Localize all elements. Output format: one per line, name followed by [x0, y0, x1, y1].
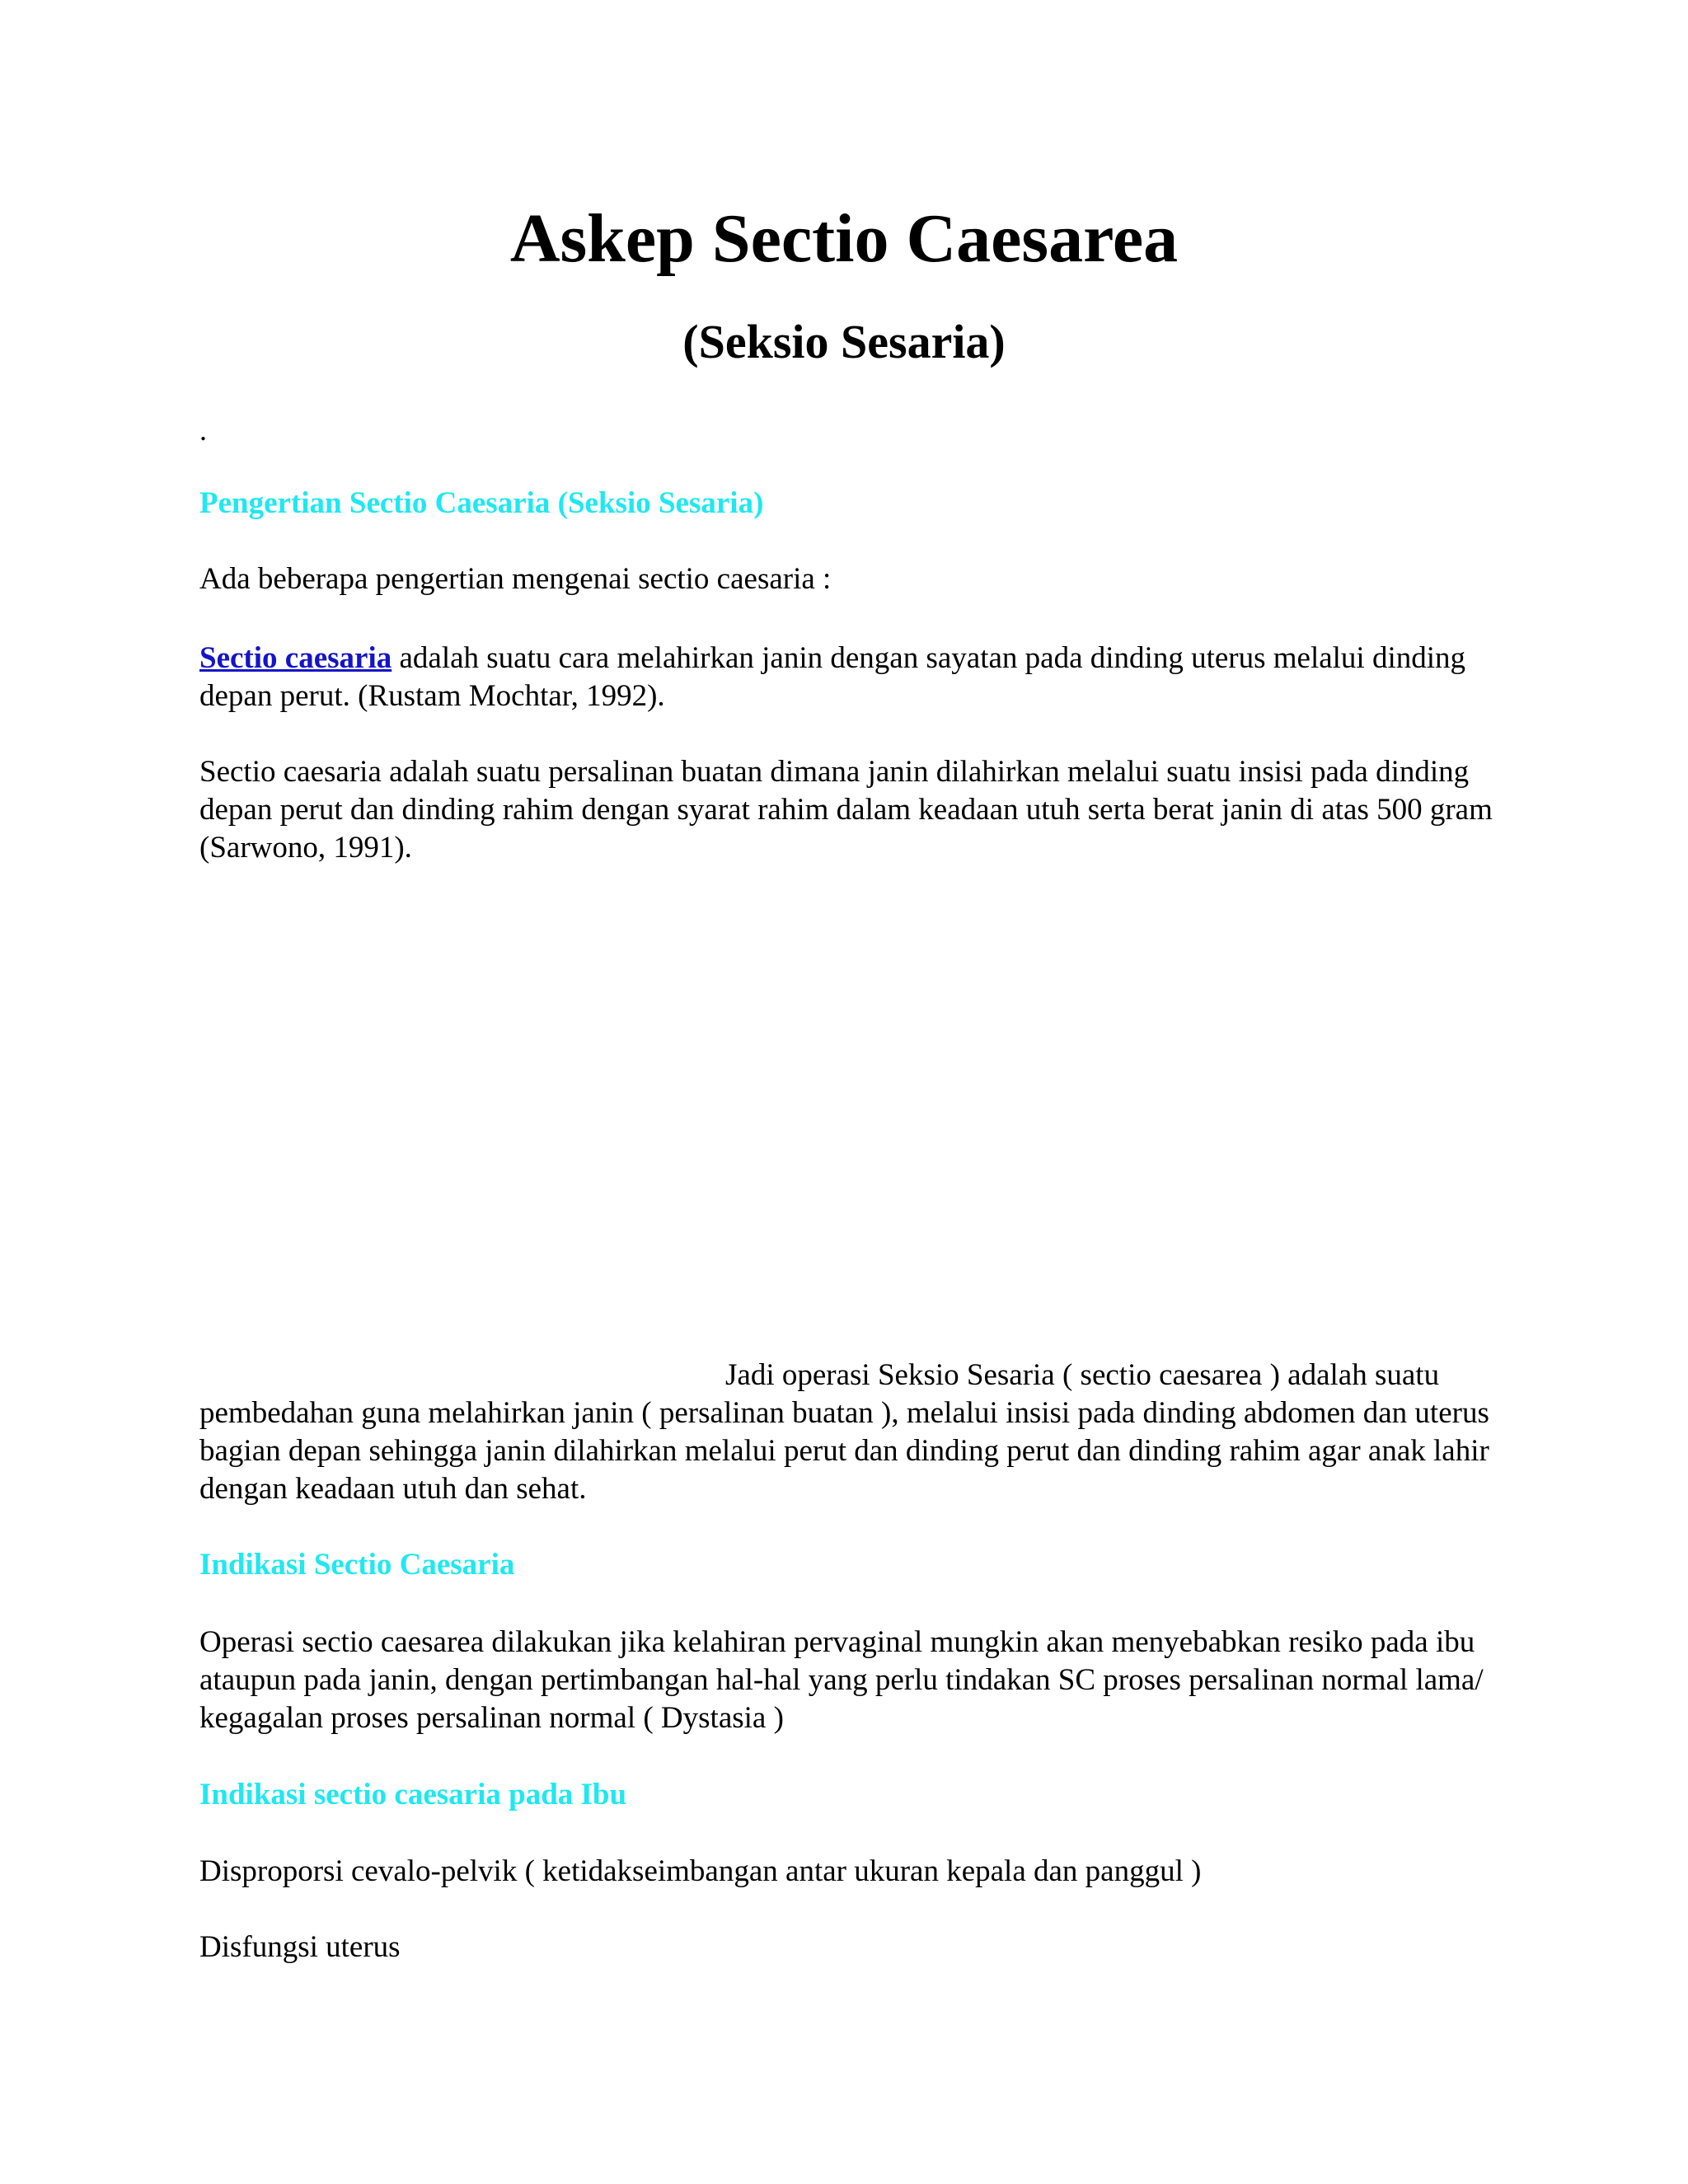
- conclusion-text: Jadi operasi Seksio Sesaria ( sectio caesarea ) adalah suatu pembedahan guna melahirkan janin ( persalinan buatan ), melalui insisi pada dinding abdomen dan uterus bagian depan sehingga janin dilahirkan melalui perut dan dinding perut dan dinding rahim agar anak lahir dengan keadaan utuh dan sehat.: [199, 1358, 1489, 1506]
- sectio-caesaria-link[interactable]: Sectio caesaria: [199, 641, 392, 675]
- definition-1-text: adalah suatu cara melahirkan janin dengan sayatan pada dinding uterus melalui dinding depan perut. (Rustam Mochtar, 1992).: [199, 641, 1466, 713]
- conclusion-paragraph: [199, 1357, 1502, 1508]
- definition-paragraph-1: [199, 640, 1502, 715]
- indikasi-paragraph: Operasi sectio caesarea dilakukan jika kelahiran pervaginal mungkin akan menyebabkan resiko pada ibu ataupun pada janin, dengan pertimbangan hal-hal yang perlu tindakan SC proses persalinan normal lama/ kegagalan proses persalinan normal ( Dystasia ): [199, 1625, 1484, 1735]
- section-heading-pengertian: Pengertian Sectio Caesaria (Seksio Sesaria): [199, 486, 764, 520]
- page-subtitle: (Seksio Sesaria): [682, 315, 1006, 368]
- dot-marker: .: [199, 414, 207, 447]
- section-heading-indikasi: Indikasi Sectio Caesaria: [199, 1548, 515, 1582]
- page-title: Askep Sectio Caesarea: [509, 200, 1179, 277]
- section-heading-indikasi-ibu: Indikasi sectio caesaria pada Ibu: [199, 1778, 627, 1811]
- definition-paragraph-2: Sectio caesaria adalah suatu persalinan buatan dimana janin dilahirkan melalui suatu insisi pada dinding depan perut dan dinding rahim dengan syarat rahim dalam keadaan utuh serta berat janin di atas 500 gram (Sarwono, 1991).: [199, 755, 1493, 865]
- intro-paragraph: Ada beberapa pengertian mengenai sectio caesaria :: [199, 562, 832, 596]
- indikasi-ibu-item-2: Disfungsi uterus: [199, 1930, 401, 1964]
- indikasi-ibu-item-1: Disproporsi cevalo-pelvik ( ketidakseimbangan antar ukuran kepala dan panggul ): [199, 1854, 1202, 1888]
